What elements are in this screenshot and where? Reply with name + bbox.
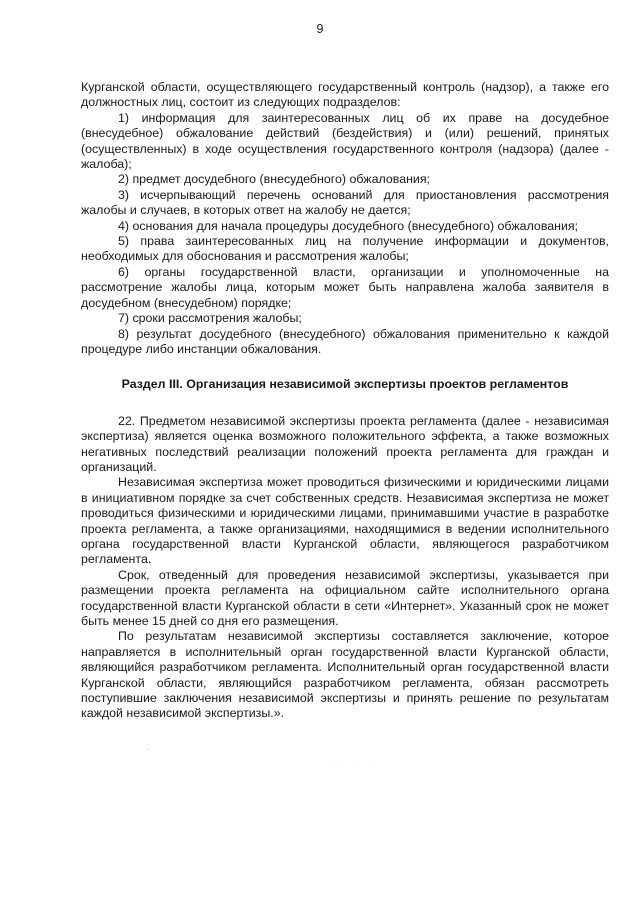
page-number: 9: [316, 22, 324, 36]
document-body: [81, 80, 609, 722]
paragraph-term: Срок, отведенный для проведения независимой экспертизы, указывается при размещении проекта регламента на официальном сайте исполнительного органа государственной власти Курганской области в сети «Интернет». Указанный срок не может быть менее 15 дней со дня его размещения.: [81, 567, 609, 628]
section-heading: Раздел III. Организация независимой экспертизы проектов регламентов: [121, 377, 569, 392]
paragraph-subject: 22. Предметом независимой экспертизы проекта регламента (далее - независимая экспертиза) является оценка возможного положительного эффекта, а также возможных негативных последствий реализации положений проекта регламента для граждан и организаций.: [81, 413, 609, 474]
list-item: 8) результат досудебного (внесудебного) обжалования применительно к каждой процедуре либо инстанции обжалования.: [81, 326, 609, 356]
list-item: 7) сроки рассмотрения жалобы;: [118, 311, 302, 326]
intro-paragraph: Курганской области, осуществляющего государственный контроль (надзор), а также его должностных лиц, состоит из следующих подразделов:: [81, 80, 609, 110]
list-item: 5) права заинтересованных лиц на получение информации и документов, необходимых для обоснования и рассмотрения жалобы;: [81, 234, 609, 264]
list-item: 3) исчерпывающий перечень оснований для приостановления рассмотрения жалобы и случаев, в которых ответ на жалобу не дается;: [81, 187, 609, 218]
list-item: 2) предмет досудебного (внесудебного) обжалования;: [118, 172, 430, 187]
list-item: 6) органы государственной власти, организации и уполномоченные на рассмотрение жалобы лица, которым может быть направлена жалоба заявителя в досудебном (внесудебном) порядке;: [81, 264, 609, 310]
paragraph-who-may-conduct: Независимая экспертиза может проводиться физическими и юридическими лицами в инициативном порядке за счет собственных средств. Независимая экспертиза не может проводиться физическими и юридическими лицами, принимавшими участие в разработке проекта регламента, а также организациями, находящимися в ведении исполнительного органа государственной власти Курганской области, являющегося разработчиком регламента.: [81, 475, 609, 567]
subsection-list: [81, 111, 609, 358]
list-item: 4) основания для начала процедуры досудебного (внесудебного) обжалования;: [118, 218, 579, 233]
list-item: 1) информация для заинтересованных лиц об их праве на досудебное (внесудебное) обжалование действий (бездействия) и (или) решений, принятых (осуществленных) в ходе осуществления государственного контроля (надзора) (далее - жалоба);: [81, 110, 609, 172]
paragraph-conclusion: По результатам независимой экспертизы составляется заключение, которое направляется в исполнительный орган государственной власти Курганской области, являющийся разработчиком регламента. Исполнительный орган государственной власти Курганской области, являющийся разработчиком регламента, обязан рассмотреть поступившие заключения независимой экспертизы и принять решение по результатам каждой независимой экспертизы.».: [81, 629, 609, 721]
scan-speck: [148, 749, 149, 750]
scan-specks: · · · ·: [328, 764, 381, 770]
